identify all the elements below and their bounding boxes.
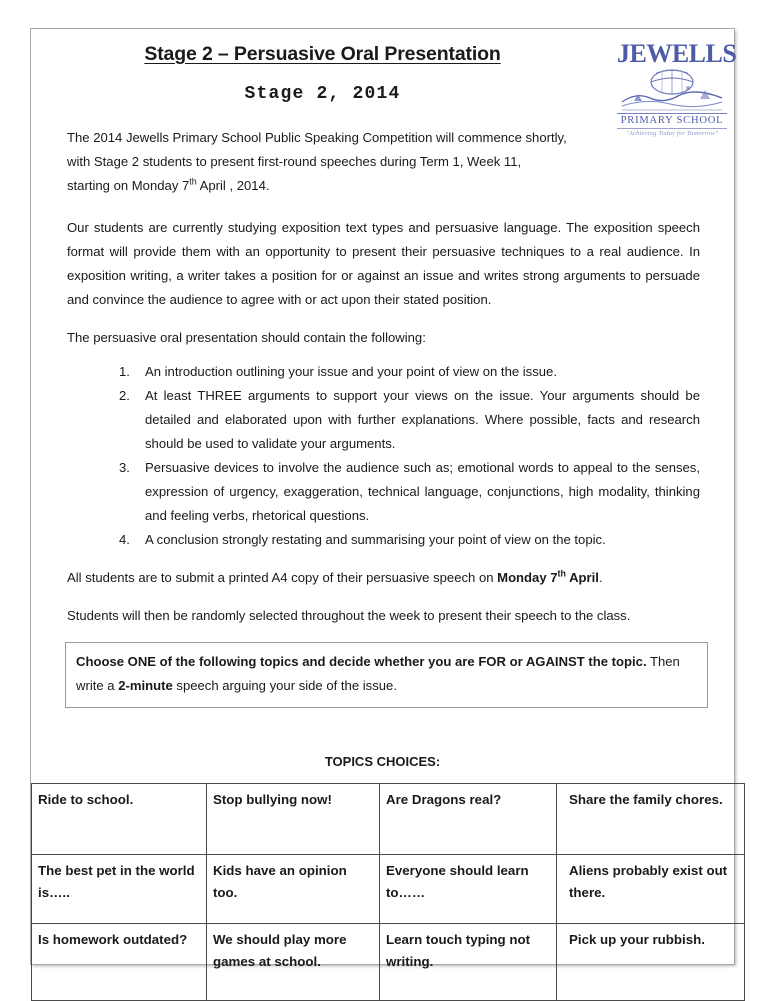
topics-heading: TOPICS CHOICES: [324, 754, 441, 769]
callout-duration: 2-minute [118, 678, 173, 693]
topic-cell[interactable]: Learn touch typing not writing. [380, 924, 557, 1001]
submission-text-pre: All students are to submit a printed A4 copy of their persuasive speech on [67, 570, 498, 585]
topics-table [31, 783, 745, 1001]
page-subtitle: Stage 2, 2014 [244, 84, 401, 104]
submission-due-date [497, 570, 599, 585]
logo-tagline: "Achieving Today for Tomorrow" [617, 128, 727, 137]
requirements-lead-in: The persuasive oral presentation should contain the following: [67, 330, 426, 345]
table-row [32, 855, 745, 924]
school-logo [617, 39, 737, 145]
intro-line-3 [67, 174, 700, 198]
topic-cell[interactable]: Aliens probably exist out there. [557, 855, 745, 924]
random-selection-paragraph: Students will then be randomly selected throughout the week to present their speech to the class. [67, 608, 631, 623]
exposition-paragraph: Our students are currently studying exposition text types and persuasive language. The exposition speech format will provide them with an opportunity to present their persuasive techniques to a real audience. In exposition writing, a writer takes a position for or against an issue and writes strong arguments to persuade and convince the audience to agree with or act upon their stated position. [67, 220, 700, 307]
logo-subname: PRIMARY SCHOOL [617, 113, 727, 126]
logo-wordmark: JEWELLS [617, 39, 737, 68]
instruction-callout-box [65, 642, 708, 708]
topic-cell[interactable]: Ride to school. [32, 784, 207, 855]
page-title [31, 43, 614, 66]
list-item: Persuasive devices to involve the audience such as; emotional words to appeal to the senses, expression of urgency, exaggeration, technical language, conjunctions, high modality, thinking and feeling verbs, rhetorical questions. [145, 460, 700, 523]
topic-cell[interactable]: Everyone should learn to…… [380, 855, 557, 924]
topic-cell[interactable]: Stop bullying now! [207, 784, 380, 855]
list-item: A conclusion strongly restating and summarising your point of view on the topic. [145, 532, 606, 547]
list-item: At least THREE arguments to support your views on the issue. Your arguments should be detailed and elaborated upon with further explanations. Where possible, facts and research should be used to validate your arguments. [145, 388, 700, 451]
table-row [32, 784, 745, 855]
table-row [32, 924, 745, 1001]
submission-paragraph [67, 566, 700, 590]
topic-cell[interactable]: We should play more games at school. [207, 924, 380, 1001]
topic-cell[interactable]: The best pet in the world is….. [32, 855, 207, 924]
submission-ordinal-suffix: th [557, 568, 566, 579]
requirements-list [67, 360, 700, 552]
page-title-text: Stage 2 – Persuasive Oral Presentation [144, 43, 501, 65]
document-page [30, 28, 737, 969]
intro-line-3-post: April , 2014. [196, 178, 270, 193]
topic-cell[interactable]: Kids have an opinion too. [207, 855, 380, 924]
topic-cell[interactable]: Is homework outdated? [32, 924, 207, 1001]
document-header [31, 29, 737, 137]
topic-cell[interactable]: Are Dragons real? [380, 784, 557, 855]
list-item: An introduction outlining your issue and your point of view on the issue. [145, 364, 557, 379]
intro-line-1: The 2014 Jewells Primary School Public Speaking Competition will commence shortly, [67, 130, 567, 145]
logo-illustration-icon [620, 68, 724, 112]
submission-text-post: . [598, 570, 603, 585]
callout-plain-a: Then write a [76, 654, 680, 693]
topic-cell[interactable]: Pick up your rubbish. [557, 924, 745, 1001]
intro-line-2: with Stage 2 students to present first-round speeches during Term 1, Week 11, [67, 154, 522, 169]
callout-bold-instruction: Choose ONE of the following topics and decide whether you are FOR or AGAINST the topic. [76, 654, 647, 669]
submission-due-date-post: April [565, 570, 599, 585]
topic-cell[interactable]: Share the family chores. [557, 784, 745, 855]
intro-ordinal-suffix: th [189, 176, 197, 187]
intro-line-3-pre: starting on Monday 7 [67, 178, 190, 193]
document-body [31, 126, 734, 642]
submission-due-date-pre: Monday 7 [497, 570, 558, 585]
callout-plain-b: speech arguing your side of the issue. [172, 678, 397, 693]
